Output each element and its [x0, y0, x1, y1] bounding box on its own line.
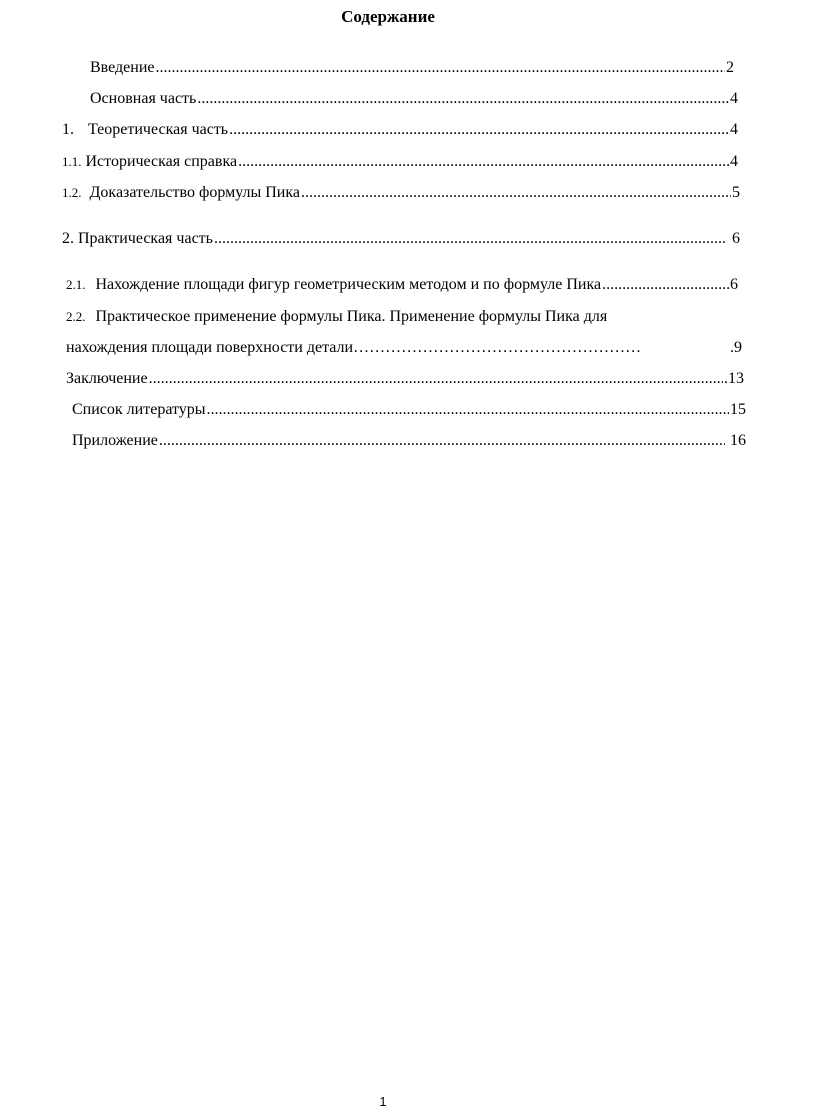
- toc-entry-number: 2.1.: [66, 277, 86, 292]
- toc-entry-label: Практическое применение формулы Пика. Применение формулы Пика для: [95, 308, 608, 325]
- toc-entry-label: Нахождение площади фигур геометрическим методом и по формуле Пика: [95, 276, 602, 293]
- toc-entry-label: 2. Практическая часть: [62, 230, 213, 247]
- toc-entry-history[interactable]: [62, 151, 738, 173]
- toc-dot-leader: [229, 119, 729, 141]
- toc-page-number: .13: [724, 370, 744, 387]
- toc-entry-label: Приложение: [72, 432, 158, 449]
- toc-page-number: 6: [732, 230, 740, 247]
- toc-page-number: 5: [732, 184, 740, 201]
- toc-dot-leader: [159, 430, 725, 452]
- toc-entry-application-line1[interactable]: [66, 306, 607, 328]
- toc-entry-label: Введение: [90, 59, 155, 76]
- toc-dot-leader: [214, 228, 727, 250]
- toc-entry-practice[interactable]: [62, 228, 740, 250]
- toc-entry-number: 1.: [62, 121, 74, 138]
- toc-entry-area[interactable]: [66, 274, 738, 296]
- toc-page-number: 6: [730, 276, 738, 293]
- toc-dot-leader: [207, 399, 729, 421]
- toc-entry-label: нахождения площади поверхности детали: [66, 339, 354, 356]
- toc-entry-intro[interactable]: [90, 57, 734, 79]
- toc-dot-leader: [149, 368, 723, 390]
- toc-entry-conclusion[interactable]: [66, 368, 744, 390]
- toc-page-number: 15: [730, 401, 746, 418]
- toc-entry-label: Теоретическая часть: [88, 121, 229, 138]
- toc-entry-label: Основная часть: [90, 90, 197, 107]
- toc-entry-label: Список литературы: [72, 401, 206, 418]
- toc-page-number: .9: [730, 339, 742, 356]
- toc-dot-leader: [197, 88, 729, 110]
- toc-page-number: 2: [726, 59, 734, 76]
- toc-entry-number: 1.1.: [62, 154, 82, 169]
- toc-page-number: 4: [730, 121, 738, 138]
- toc-entry-application-line2[interactable]: [66, 337, 742, 359]
- toc-entry-appendix[interactable]: [72, 430, 746, 452]
- toc-entry-number: 2.2.: [66, 309, 86, 324]
- toc-entry-label: Историческая справка: [85, 153, 238, 170]
- toc-entry-theory[interactable]: [62, 119, 738, 141]
- toc-page-number: 4: [730, 153, 738, 170]
- toc-entry-label: Заключение: [66, 370, 148, 387]
- page-title: Содержание: [341, 7, 435, 26]
- toc-entry-main[interactable]: [90, 88, 738, 110]
- toc-entry-label: Доказательство формулы Пика: [89, 184, 300, 201]
- footer-page-number: 1: [379, 1094, 387, 1109]
- toc-entry-references[interactable]: [72, 399, 746, 421]
- toc-entry-proof[interactable]: [62, 182, 740, 204]
- toc-dot-leader: [238, 151, 729, 173]
- toc-page-number: 4: [730, 90, 738, 107]
- toc-page-number: 16: [730, 432, 746, 449]
- toc-dot-leader: [301, 182, 731, 204]
- toc-entry-number: 1.2.: [62, 185, 82, 200]
- toc-ellipsis-leader: ………………………………………………: [353, 339, 642, 356]
- toc-dot-leader: [602, 274, 729, 296]
- toc-dot-leader: [156, 57, 726, 79]
